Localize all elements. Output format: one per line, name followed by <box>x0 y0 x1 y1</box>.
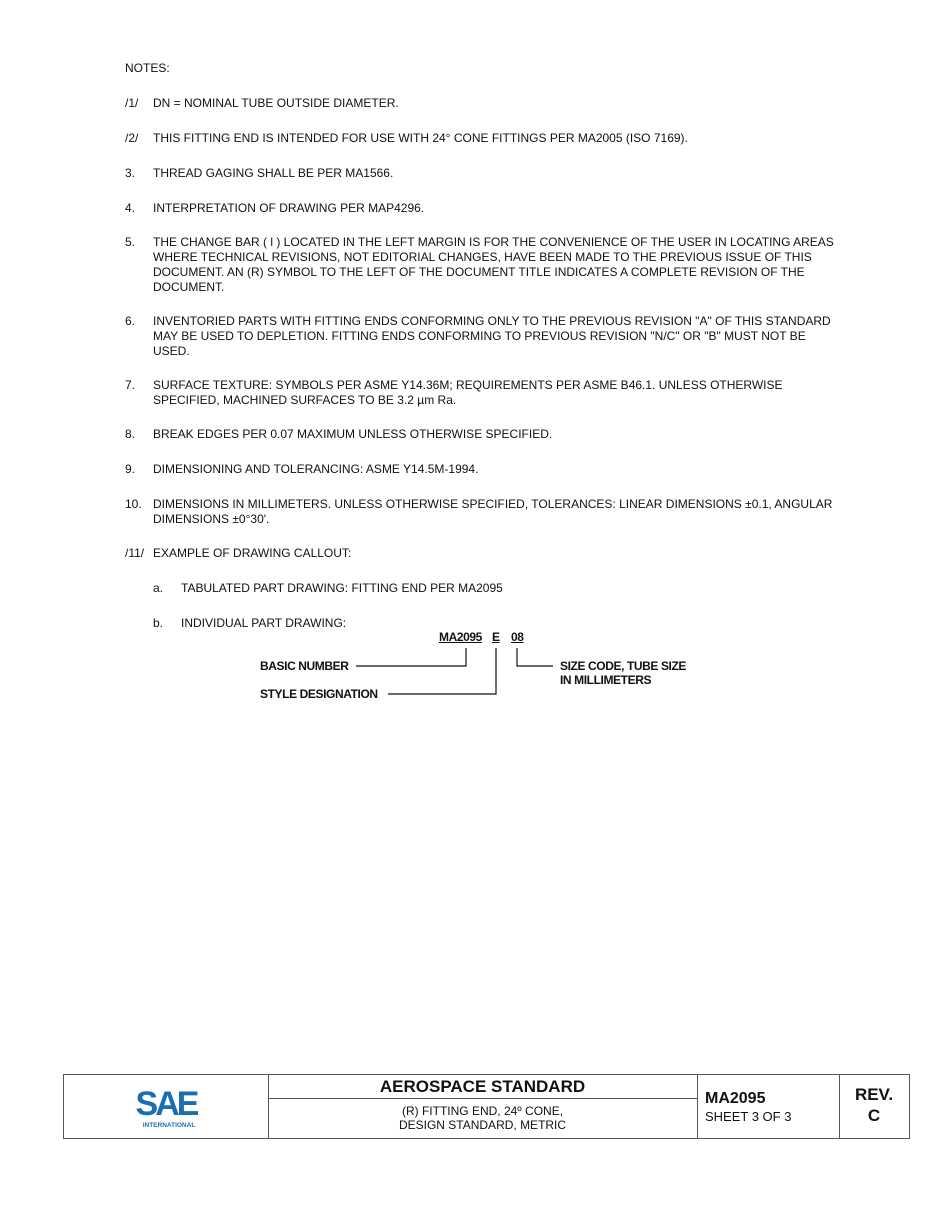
note-item <box>125 131 845 146</box>
document-number-cell <box>697 1075 840 1138</box>
document-id: MA2095 <box>705 1090 766 1107</box>
note-item <box>125 314 845 359</box>
note-item <box>125 462 845 477</box>
note-text: THE CHANGE BAR ( l ) LOCATED IN THE LEFT MARGIN IS FOR THE CONVENIENCE OF THE USER IN LOCATING AREAS WHERE TECHNICAL REVISIONS, NOT EDITORIAL CHANGES, HAVE BEEN MADE TO THE PREVIOUS ISSUE OF THIS DOCUMENT. AN (R) SYMBOL TO THE LEFT OF THE DOCUMENT TITLE INDICATES A COMPLETE REVISION OF THE DOCUMENT. <box>153 235 834 294</box>
note-item <box>125 166 845 181</box>
note-number: 6. <box>125 314 136 328</box>
note-item <box>125 427 845 442</box>
document-subtitle <box>268 1099 697 1132</box>
drawing-callout-diagram <box>258 628 698 708</box>
sub-item-letter: b. <box>153 616 164 630</box>
sub-item-letter: a. <box>153 581 164 595</box>
basic-number-label: BASIC NUMBER <box>260 659 349 673</box>
note-text: INTERPRETATION OF DRAWING PER MAP4296. <box>153 201 425 215</box>
note-item <box>125 235 845 295</box>
note-number: 10. <box>125 497 142 511</box>
subtitle-line-2: DESIGN STANDARD, METRIC <box>398 1118 567 1132</box>
note-number: /11/ <box>125 546 145 560</box>
note-text: BREAK EDGES PER 0.07 MAXIMUM UNLESS OTHERWISE SPECIFIED. <box>153 427 553 441</box>
size-code-label: SIZE CODE, TUBE SIZE <box>560 659 687 673</box>
logo-text: SAE <box>135 1085 197 1123</box>
revision-cell <box>839 1075 909 1138</box>
basic-number-leader <box>356 648 466 666</box>
note-item <box>125 96 845 111</box>
note-text: THIS FITTING END IS INTENDED FOR USE WITH 24° CONE FITTINGS PER MA2005 (ISO 7169). <box>153 131 688 145</box>
sae-logo <box>64 1075 269 1138</box>
note-text: DIMENSIONING AND TOLERANCING: ASME Y14.5M-1994. <box>153 462 479 476</box>
sheet-number: SHEET 3 OF 3 <box>705 1109 792 1124</box>
subtitle-line-1: (R) FITTING END, 24º CONE, <box>401 1104 564 1118</box>
standard-heading: AEROSPACE STANDARD <box>268 1075 697 1099</box>
note-number: 7. <box>125 378 136 392</box>
notes-heading: NOTES: <box>125 61 170 75</box>
title-block <box>63 1074 910 1139</box>
revision-value: C <box>867 1106 881 1125</box>
callout-size-code: 08 <box>511 630 524 644</box>
note-text: EXAMPLE OF DRAWING CALLOUT: <box>153 546 352 560</box>
note-number: 5. <box>125 235 136 249</box>
note-number: 4. <box>125 201 136 215</box>
revision-label: REV. <box>854 1085 894 1104</box>
callout-style-code: E <box>492 630 500 644</box>
note-item <box>125 497 845 527</box>
note-text: DIMENSIONS IN MILLIMETERS. UNLESS OTHERWISE SPECIFIED, TOLERANCES: LINEAR DIMENSIONS ±0.1, ANGULAR DIMENSIONS ±0°30'. <box>153 497 833 526</box>
style-designation-label: STYLE DESIGNATION <box>260 687 378 701</box>
sub-item <box>153 581 503 596</box>
sub-item-text: INDIVIDUAL PART DRAWING: <box>181 616 347 630</box>
size-code-label-line2: IN MILLIMETERS <box>560 673 652 687</box>
logo-subtext: INTERNATIONAL <box>142 1122 196 1129</box>
note-number: 9. <box>125 462 136 476</box>
note-number: 8. <box>125 427 136 441</box>
style-leader <box>388 648 496 694</box>
note-number: 3. <box>125 166 136 180</box>
sub-item-text: TABULATED PART DRAWING: FITTING END PER MA2095 <box>181 581 503 595</box>
callout-basic-code: MA2095 <box>439 630 482 644</box>
note-number: /2/ <box>125 131 139 145</box>
sae-logo-icon <box>64 1075 268 1138</box>
note-text: SURFACE TEXTURE: SYMBOLS PER ASME Y14.36M; REQUIREMENTS PER ASME B46.1. UNLESS OTHERWISE SPECIFIED, MACHINED SURFACES TO BE 3.2 µm Ra. <box>153 378 783 407</box>
note-text: INVENTORIED PARTS WITH FITTING ENDS CONFORMING ONLY TO THE PREVIOUS REVISION "A" OF THIS STANDARD MAY BE USED TO DEPLETION. FITTING ENDS CONFORMING TO PREVIOUS REVISION "N/C" OR "B" MUST NOT BE USED. <box>153 314 831 358</box>
note-number: /1/ <box>125 96 139 110</box>
note-item <box>125 201 845 216</box>
note-text: THREAD GAGING SHALL BE PER MA1566. <box>153 166 394 180</box>
note-text: DN = NOMINAL TUBE OUTSIDE DIAMETER. <box>153 96 399 110</box>
note-item <box>125 546 845 561</box>
title-cell <box>268 1075 698 1138</box>
size-code-leader <box>517 648 553 666</box>
note-item <box>125 378 845 408</box>
